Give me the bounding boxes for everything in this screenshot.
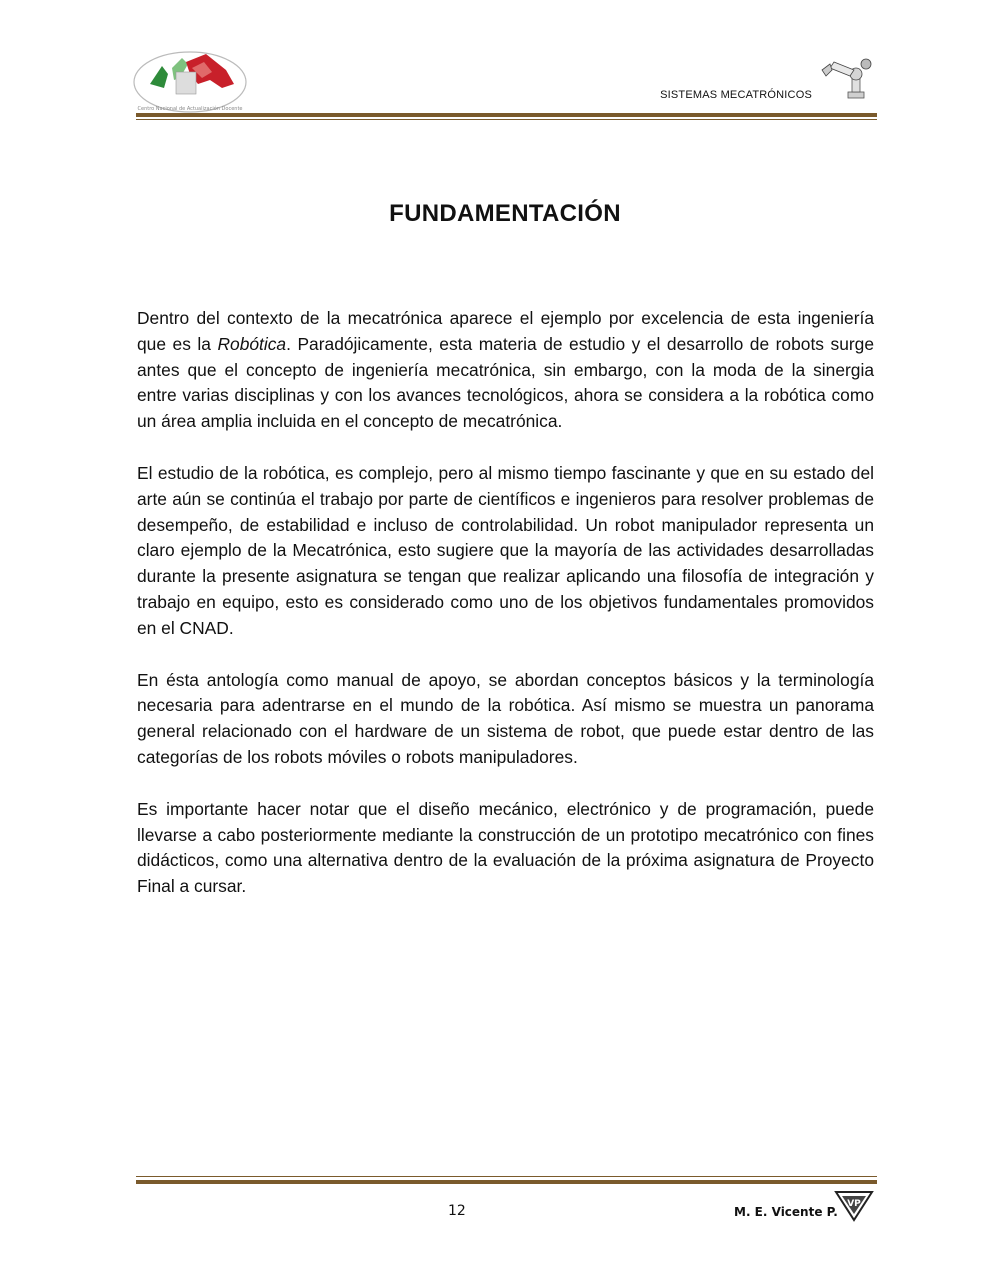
paragraph (137, 306, 874, 435)
institution-logo (130, 44, 250, 116)
robot-arm-icon (818, 54, 876, 104)
page-number: 12 (448, 1203, 466, 1219)
paragraph: En ésta antología como manual de apoyo, se abordan conceptos básicos y la terminología necesaria para adentrarse en el mundo de la robótica. Así mismo se muestra un panorama general relacionado con el hardware de un sistema de robot, que puede estar dentro de las categorías de los robots móviles o robots manipuladores. (137, 669, 874, 767)
emphasis-text: Robótica (217, 333, 287, 354)
logo-caption: Centro Nacional de Actualización Docente (137, 106, 243, 112)
author-name: M. E. Vicente P. (734, 1205, 838, 1219)
emblem-text: VP (847, 1199, 861, 1209)
footer-rule-thin (136, 1176, 877, 1177)
paragraph: Es importante hacer notar que el diseño mecánico, electrónico y de programación, puede llevarse a cabo posteriormente mediante la construcción de un prototipo mecatrónico con fines didácticos, como una alternativa dentro de la evaluación de la próxima asignatura de Proyecto Final a cursar. (137, 798, 874, 897)
section-title: SISTEMAS MECATRÓNICOS (660, 89, 812, 101)
header-rule (136, 113, 877, 117)
footer-rule (136, 1180, 877, 1184)
paragraph-text: Dentro del contexto de la mecatrónica aparece el ejemplo por excelencia de esta ingeniería que es la (137, 308, 874, 354)
paragraph: El estudio de la robótica, es complejo, pero al mismo tiempo fascinante y que en su estado del arte aún se continúa el trabajo por parte de científicos e ingenieros para resolver problemas de desempeño, de estabilidad e incluso de controlabilidad. Un robot manipulador representa un claro ejemplo de la Mecatrónica, esto sugiere que la mayoría de las actividades desarrolladas durante la presente asignatura se tengan que realizar aplicando una filosofía de integración y trabajo en equipo, esto es considerado como uno de los objetivos fundamentales promovidos en el CNAD. (137, 462, 874, 638)
author-emblem-icon (832, 1188, 876, 1222)
paragraph-text: . Paradójicamente, esta materia de estudio y el desarrollo de robots surge antes que el concepto de ingeniería mecatrónica, sin embargo, con la moda de la sinergia entre varias disciplinas y con los avances tecnológicos, ahora se considera a la robótica como un área amplia incluida en el concepto de mecatrónica. (137, 333, 874, 432)
page-title: FUNDAMENTACIÓN (389, 200, 621, 227)
body-text (137, 306, 874, 926)
header-rule-thin (136, 119, 877, 120)
